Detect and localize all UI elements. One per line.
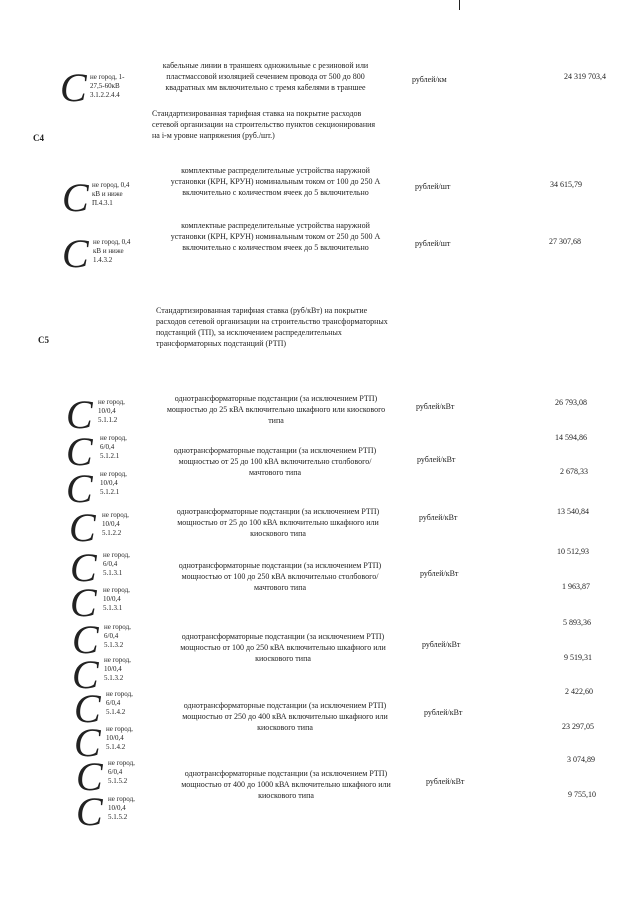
row-unit: рублей/кВт — [417, 455, 456, 464]
row-code: не город, 6/0,4 5.1.3.1 — [103, 551, 130, 577]
row-unit: рублей/кВт — [419, 513, 458, 522]
symbol-c: C — [76, 754, 103, 799]
row-code: не город, 6/0,4 5.1.3.2 — [104, 623, 131, 649]
row-code: не город, 10/0,4 5.1.2.2 — [102, 511, 129, 537]
section-label: C5 — [38, 335, 49, 345]
row-unit: рублей/шт — [415, 182, 451, 191]
row-code: не город, 10/0,4 5.1.4.2 — [106, 725, 133, 751]
row-value: 26 793,08 — [555, 398, 587, 407]
row-code: не город, 0,4 кВ и ниже П.4.3.1 — [92, 181, 130, 207]
row-value: 34 615,79 — [550, 180, 582, 189]
row-unit: рублей/кВт — [424, 708, 463, 717]
row-unit: рублей/кВт — [426, 777, 465, 786]
row-unit: рублей/кВт — [422, 640, 461, 649]
row-value: 2 422,60 — [565, 687, 593, 696]
row-code: не город, 6/0,4 5.1.5.2 — [108, 759, 135, 785]
symbol-c: C — [72, 617, 99, 662]
section-title: Стандартизированная тарифная ставка на покрытие расходов сетевой организации на строительство пунктов секционирования на i-м уровне напряжения (руб./шт.) — [152, 109, 376, 140]
symbol-c: C — [62, 231, 89, 276]
symbol-c: C — [60, 65, 87, 110]
row-value: 24 319 703,4 — [564, 72, 606, 81]
row-description: однотрансформаторные подстанции (за исключением РТП) мощностью от 250 до 400 кВА включительно шкафного или киоскового типа — [182, 701, 388, 732]
symbol-c: C — [66, 466, 93, 511]
symbol-c: C — [69, 505, 96, 550]
row-description: однотрансформаторные подстанции (за исключением РТП) мощностью до 25 кВА включительно шкафного или киоскового типа — [166, 394, 386, 425]
row-code: не город, 10/0,4 5.1.2.1 — [100, 470, 127, 496]
row-unit: рублей/км — [412, 75, 447, 84]
row-description: однотрансформаторные подстанции (за исключением РТП) мощностью от 400 до 1000 кВА включительно шкафного или киоскового типа — [181, 769, 391, 800]
row-description: комплектные распределительные устройства наружной установки (КРН, КРУН) номинальным током от 250 до 500 А включительно с количеством ячеек до 5 включительно — [170, 221, 381, 252]
row-code: не город, 6/0,4 5.1.4.2 — [106, 690, 133, 716]
symbol-c: C — [72, 652, 99, 697]
row-code: не город, 6/0,4 5.1.2.1 — [100, 434, 127, 460]
row-value: 10 512,93 — [557, 547, 589, 556]
row-code: не город, 10/0,4 5.1.3.2 — [104, 656, 131, 682]
row-value: 5 893,36 — [563, 618, 591, 627]
row-value: 27 307,68 — [549, 237, 581, 246]
symbol-c: C — [76, 789, 103, 834]
row-code: не город, 10/0,4 5.1.5.2 — [108, 795, 135, 821]
row-unit: рублей/шт — [415, 239, 451, 248]
row-value: 13 540,84 — [557, 507, 589, 516]
row-description: однотрансформаторные подстанции (за исключением РТП) мощностью от 25 до 100 кВА включительно столбового/мачтового типа — [173, 446, 377, 477]
row-value: 23 297,05 — [562, 722, 594, 731]
row-value: 9 519,31 — [564, 653, 592, 662]
row-code: не город, 10/0,4 5.1.3.1 — [103, 586, 130, 612]
row-description: комплектные распределительные устройства наружной установки (КРН, КРУН) номинальным током от 100 до 250 А включительно с количеством ячеек до 5 включительно — [170, 166, 381, 197]
section-label: C4 — [33, 133, 44, 143]
row-description: кабельные линии в траншеях одножильные с резиновой или пластмассовой изоляцией сечением провода от 500 до 800 квадратных мм включительно с тремя кабелями в траншее — [162, 61, 369, 92]
row-description: однотрансформаторные подстанции (за исключением РТП) мощностью от 100 до 250 кВА включительно шкафного или киоскового типа — [180, 632, 386, 663]
row-unit: рублей/кВт — [420, 569, 459, 578]
symbol-c: C — [66, 429, 93, 474]
symbol-c: C — [70, 580, 97, 625]
row-value: 14 594,86 — [555, 433, 587, 442]
symbol-c: C — [66, 392, 93, 437]
row-unit: рублей/кВт — [416, 402, 455, 411]
row-description: однотрансформаторные подстанции (за исключением РТП) мощностью от 100 до 250 кВА включительно столбового/мачтового типа — [178, 561, 382, 592]
row-value: 2 678,33 — [560, 467, 588, 476]
row-description: однотрансформаторные подстанции (за исключением РТП) мощностью от 25 до 100 кВА включительно шкафного или киоскового типа — [176, 507, 380, 538]
section-title: Стандартизированная тарифная ставка (руб/кВт) на покрытие расходов сетевой организации на строительство трансформаторных подстанций (ТП), за исключением распределительных трансформаторных подстанций (РТП) — [156, 306, 388, 348]
row-code: не город, 10/0,4 5.1.1.2 — [98, 398, 125, 424]
row-code: не город, 1- 27,5-60кВ 3.1.2.2.4.4 — [90, 73, 125, 99]
symbol-c: C — [70, 545, 97, 590]
page-edge-tick — [459, 0, 460, 10]
row-value: 9 755,10 — [568, 790, 596, 799]
symbol-c: C — [74, 686, 101, 731]
row-value: 1 963,87 — [562, 582, 590, 591]
symbol-c: C — [62, 175, 89, 220]
row-code: не город, 0,4 кВ и ниже 1.4.3.2 — [93, 238, 131, 264]
symbol-c: C — [74, 720, 101, 765]
row-value: 3 074,89 — [567, 755, 595, 764]
